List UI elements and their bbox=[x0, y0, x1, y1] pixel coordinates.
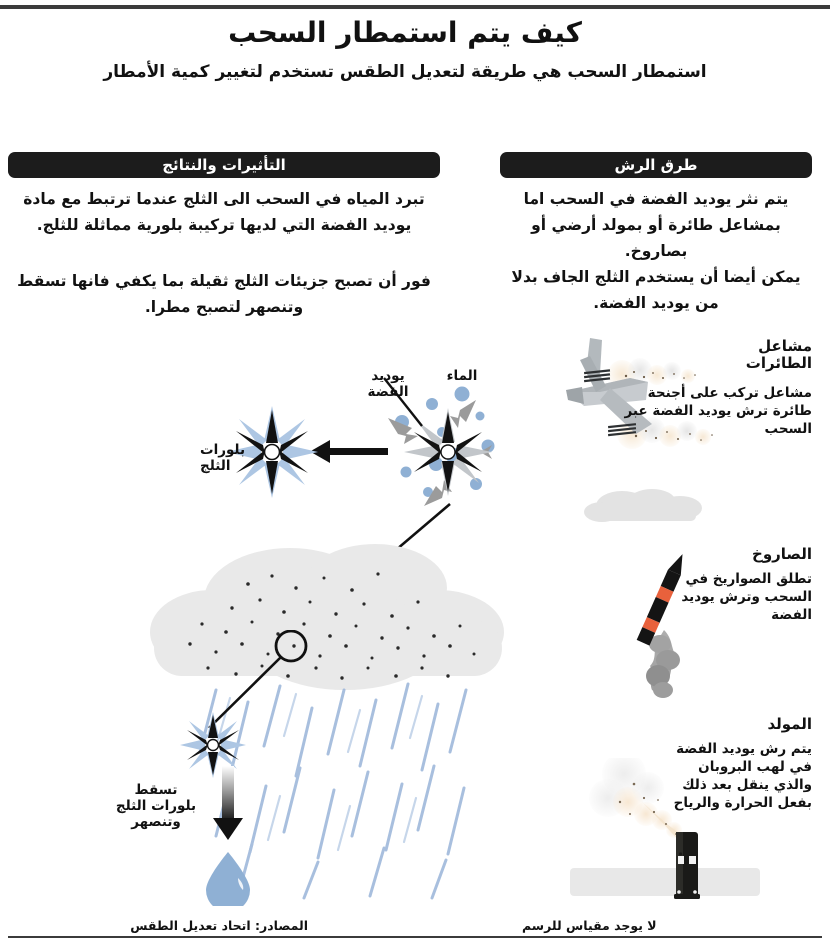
small-cloud-rocket bbox=[582, 488, 722, 526]
label-water: الماء bbox=[446, 368, 478, 384]
effects-paragraph-2: فور أن تصبح جزيئات الثلج ثقيلة بما يكفي فانها تسقط وتنصهر لتصبح مطرا. bbox=[17, 272, 431, 316]
rocket-body: تطلق الصواريخ في السحب وترش يوديد الفضة bbox=[681, 571, 812, 623]
page-subtitle: استمطار السحب هي طريقة لتعديل الطقس تستخدم لتغيير كمية الأمطار bbox=[103, 62, 707, 82]
top-divider bbox=[0, 5, 830, 9]
generator-body: يتم رش يوديد الفضة في لهب البروبان والذي ينقل بعد ذلك بفعل الحرارة والرياح bbox=[673, 741, 812, 811]
section-header-spray-methods: طرق الرش bbox=[500, 152, 812, 178]
label-silver-iodide: يوديد الفضة bbox=[367, 368, 409, 400]
spray-methods-paragraph-1: يتم نثر يوديد الفضة في السحب اما بمشاعل طائرة أو بمولد أرضي أو بصاروخ. bbox=[523, 190, 789, 260]
footer-scale-note: لا يوجد مقياس للرسم bbox=[522, 918, 657, 933]
generator-title: المولد bbox=[767, 715, 812, 733]
falling-arrow-and-droplet bbox=[196, 766, 266, 906]
label-snow-crystals: بلورات الثلج bbox=[200, 442, 246, 474]
rocket-title: الصاروخ bbox=[752, 545, 812, 563]
aircraft-flares-body: مشاعل تركب على أجنحة طائرة ترش يوديد الفضة عبر السحب bbox=[624, 385, 812, 437]
effects-paragraph-1: تبرد المياه في السحب الى الثلج عندما ترتبط مع مادة يوديد الفضة التي لديها تركيبة بلورية مماثلة للثلج. bbox=[23, 190, 425, 234]
section-header-effects-results: التأثيرات والنتائج bbox=[8, 152, 440, 178]
label-falling-crystals: تسقط بلورات الثلج وتنصهر bbox=[115, 782, 197, 830]
aircraft-flares-title: مشاعل الطائرات bbox=[745, 337, 812, 372]
footer-divider bbox=[8, 936, 822, 938]
footer-sources: المصادر: اتحاد تعديل الطقس bbox=[130, 918, 308, 933]
page-title: كيف يتم استمطار السحب bbox=[228, 16, 582, 49]
spray-methods-paragraph-2: يمكن أيضا أن يستخدم الثلج الجاف بدلا من يوديد الفضة. bbox=[511, 268, 801, 312]
